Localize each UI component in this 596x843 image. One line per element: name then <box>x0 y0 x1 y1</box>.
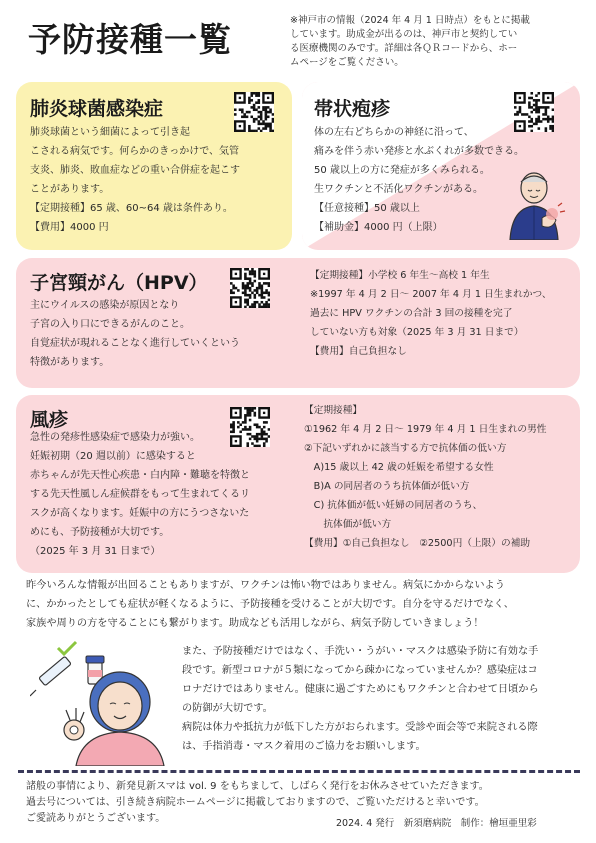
shingles-title: 帯状疱疹 <box>314 98 391 120</box>
nurse-illustration <box>30 640 176 766</box>
message-line: また、予防接種だけではなく、手洗い・うがい・マスクは感染予防に有効な手 <box>182 646 539 657</box>
message-paragraph-1 <box>26 576 578 633</box>
rubella-detail-line: A)15 歳以上 42 歳の妊娠を希望する女性 <box>304 462 494 473</box>
rubella-detail-line: B)A の同居者のうち抗体価が低い方 <box>304 481 470 492</box>
pneumonia-card <box>16 82 292 250</box>
rubella-description <box>30 428 304 561</box>
checkmark-icon <box>58 642 76 654</box>
cervical-eligibility <box>310 266 574 361</box>
rubella-line: する先天性風しん症候群をもって生まれてくるリ <box>30 489 250 500</box>
note-line: る医療機関のみです。詳細は各ＱＲコードから、ホー <box>290 43 518 54</box>
rubella-deadline: （2025 年 3 月 31 日まで） <box>30 546 161 557</box>
shingles-card <box>302 82 580 250</box>
shingles-line: 生ワクチンと不活化ワクチンがある。 <box>314 184 483 195</box>
rubella-line: 急性の発疹性感染症で感染力が強い。 <box>30 432 200 443</box>
header-note <box>290 14 582 70</box>
rubella-line: スクが高くなります。妊娠中の方にうつさないた <box>30 508 250 519</box>
shingles-line: 体の左右どちらかの神経に沿って、 <box>314 127 474 138</box>
rubella-detail-line: 【定期接種】 <box>304 405 363 416</box>
rubella-line: めにも、予防接種が大切です。 <box>30 527 170 538</box>
pneumonia-line: ことがあります。 <box>30 184 110 195</box>
rubella-eligibility <box>304 401 576 553</box>
shingles-line: 50 歳以上の方に発症が多くみられる。 <box>314 165 490 176</box>
rubella-detail-line: 抗体価が低い方 <box>304 519 392 530</box>
pneumonia-line: 肺炎球菌という細菌によって引き起 <box>30 127 190 138</box>
cervical-line: 特徴があります。 <box>30 357 110 368</box>
message-line: 昨今いろんな情報が出回ることもありますが、ワクチンは怖い物ではありません。病気にかからないよう <box>26 580 505 591</box>
shingles-line: 痛みを伴う赤い発疹と水ぶくれが多数できる。 <box>314 146 524 157</box>
footer-line: ご愛読ありがとうございます。 <box>26 813 166 824</box>
pneumonia-title: 肺炎球菌感染症 <box>30 98 164 120</box>
cervical-detail-line: 【定期接種】小学校 6 年生～高校 1 年生 <box>310 270 490 281</box>
message-paragraph-2 <box>182 642 580 756</box>
elderly-man-shoulder-illustration <box>502 168 566 240</box>
cervical-description <box>30 296 300 372</box>
cervical-detail-line: 過去に HPV ワクチンの合計 3 回の接種を完了 <box>310 308 513 319</box>
cervical-line: 自覚症状が現れることなく進行していくという <box>30 338 240 349</box>
footer-divider <box>18 770 580 773</box>
pneumonia-line: こされる病気です。何らかのきっかけで、気管 <box>30 146 239 157</box>
note-line: ムページをご覧ください。 <box>290 57 404 68</box>
cervical-line: 主にウイルスの感染が原因となり <box>30 300 180 311</box>
page-title: 予防接種一覧 <box>28 20 232 59</box>
message-line: は、手指消毒・マスク着用のご協力をお願いします。 <box>182 741 426 752</box>
rubella-detail-line: ①1962 年 4 月 2 日～ 1979 年 4 月 1 日生まれの男性 <box>304 424 547 435</box>
rubella-line: 赤ちゃんが先天性心疾患・白内障・難聴を特徴と <box>30 470 250 481</box>
footer-line: 諸般の事情により、新発見新スマは vol. 9 をもちまして、しばらく発行をお休みさせていただきます。 <box>26 781 489 792</box>
message-line: 病院は体力や抵抗力が低下した方がおられます。受診や面会等で来院される際 <box>182 722 538 733</box>
pneumonia-schedule: 【定期接種】65 歳、60~64 歳は条件あり。 <box>30 203 233 214</box>
cervical-cancer-card <box>16 258 580 388</box>
shingles-cost: 【補助金】4000 円（上限） <box>314 222 443 233</box>
message-line: の防御が大切です。 <box>182 703 273 714</box>
issue-credit: 2024. 4 発行 新須磨病院 制作：檜垣亜里彩 <box>336 818 537 829</box>
rubella-line: 妊娠初期（20 週以前）に感染すると <box>30 451 196 462</box>
rubella-detail-line: C) 抗体価が低い妊婦の同居者のうち、 <box>304 500 483 511</box>
rubella-title: 風疹 <box>30 409 69 431</box>
rubella-cost: 【費用】①自己負担なし ②2500円（上限）の補助 <box>304 538 531 549</box>
message-line: に、かかったとしても症状が軽くなるように、予防接種を受けることが大切です。自分を守るだけでなく、 <box>26 599 514 610</box>
note-line: しています。助成金が出るのは、神戸市と契約してい <box>290 29 518 40</box>
pneumonia-cost: 【費用】4000 円 <box>30 222 109 233</box>
cervical-line: 子宮の入り口にできるがんのこと。 <box>30 319 190 330</box>
rubella-detail-line: ②下記いずれかに該当する方で抗体価の低い方 <box>304 443 507 454</box>
message-line: 段です。新型コロナが５類になってから疎かになっていませんか？感染症はコ <box>182 665 538 676</box>
cervical-detail-line: していない方も対象（2025 年 3 月 31 日まで） <box>310 327 524 338</box>
shingles-schedule: 【任意接種】50 歳以上 <box>314 203 420 214</box>
footer-line: 過去号については、引き続き病院ホームページに掲載しておりますので、ご覧いただけると幸いです。 <box>26 797 485 808</box>
cervical-title: 子宮頸がん（HPV） <box>30 272 208 294</box>
pneumonia-line: 支炎、肺炎、敗血症などの重い合併症を起こす <box>30 165 240 176</box>
pneumonia-body <box>30 123 288 237</box>
note-line: ※神戸市の情報（2024 年 4 月 1 日時点）をもとに掲載 <box>290 15 530 26</box>
cervical-detail-line: ※1997 年 4 月 2 日～ 2007 年 4 月 1 日生まれかつ、 <box>310 289 552 300</box>
rubella-card <box>16 395 580 573</box>
message-line: 家族や周りの方を守ることにも繋がります。助成なども活用しながら、病気予防していきましょう！ <box>26 618 484 629</box>
cervical-cost: 【費用】自己負担なし <box>310 346 407 357</box>
message-line: ロナだけではありません。健康に過ごすためにもワクチンと合わせて日頃から <box>182 684 539 695</box>
